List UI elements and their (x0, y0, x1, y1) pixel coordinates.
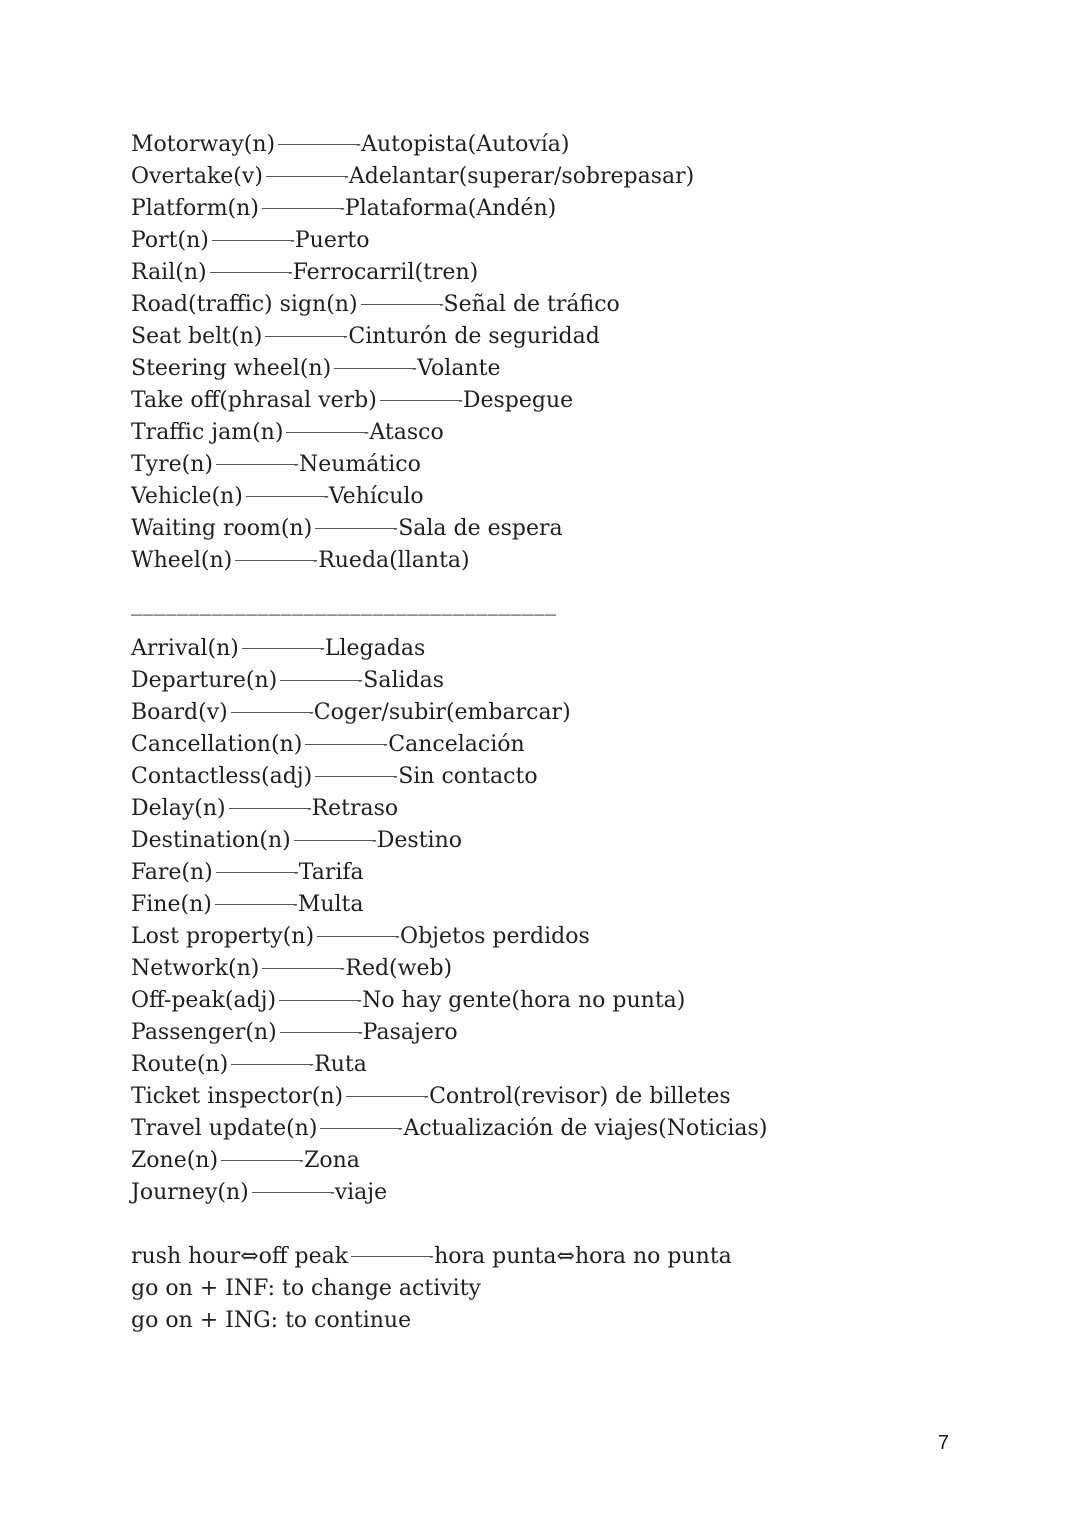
vocab-term: Destination(n) (131, 828, 291, 853)
vocab-definition: Coger/subir(embarcar) (313, 700, 571, 725)
vocab-term: Rail(n) (131, 260, 207, 285)
vocab-term: Seat belt(n) (131, 324, 263, 349)
arrow-icon (266, 175, 348, 177)
vocab-entry (131, 953, 767, 985)
vocab-definition: Multa (297, 892, 364, 917)
vocab-term: Take off(phrasal verb) (131, 388, 377, 413)
vocab-list-transport (131, 129, 694, 577)
vocab-definition: Vehículo (328, 484, 424, 509)
vocab-entry (131, 1017, 767, 1049)
vocab-term: Vehicle(n) (131, 484, 243, 509)
vocab-definition: Adelantar(superar/sobrepasar) (348, 164, 695, 189)
vocab-definition: Autopista(Autovía) (361, 132, 570, 157)
vocab-entry (131, 385, 694, 417)
vocab-entry (131, 321, 694, 353)
arrow-icon (265, 335, 347, 337)
vocab-entry (131, 889, 767, 921)
note-go-on-ing: go on + ING: to continue (131, 1308, 412, 1333)
arrow-icon (286, 431, 368, 433)
vocab-definition: Ruta (314, 1052, 367, 1077)
vocab-definition: Rueda(llanta) (318, 548, 470, 573)
vocab-definition: Pasajero (362, 1020, 458, 1045)
vocab-definition: Sala de espera (398, 516, 563, 541)
arrow-icon (221, 1159, 303, 1161)
vocab-list-travel (131, 633, 767, 1209)
vocab-definition: Salidas (363, 668, 445, 693)
vocab-term: Zone(n) (131, 1148, 219, 1173)
arrow-icon (246, 495, 328, 497)
vocab-definition: Puerto (294, 228, 370, 253)
vocab-term: Passenger(n) (131, 1020, 277, 1045)
vocab-term: Overtake(v) (131, 164, 263, 189)
page-number: 7 (937, 1432, 949, 1454)
arrow-icon (320, 1127, 402, 1129)
arrow-icon (315, 775, 397, 777)
vocab-definition: Control(revisor) de billetes (429, 1084, 731, 1109)
vocab-definition: Retraso (311, 796, 399, 821)
vocab-term: Wheel(n) (131, 548, 233, 573)
vocab-definition: Zona (304, 1148, 360, 1173)
vocab-term: Ticket inspector(n) (131, 1084, 344, 1109)
vocab-definition: Cinturón de seguridad (348, 324, 600, 349)
arrow-icon (242, 647, 324, 649)
vocab-entry (131, 857, 767, 889)
vocab-term: Cancellation(n) (131, 732, 303, 757)
arrow-icon (252, 1191, 334, 1193)
vocab-entry (131, 1113, 767, 1145)
vocab-entry (131, 921, 767, 953)
vocab-term: Arrival(n) (131, 636, 239, 661)
vocab-entry (131, 697, 767, 729)
arrow-icon (231, 1063, 313, 1065)
vocab-entry (131, 729, 767, 761)
vocab-entry (131, 545, 694, 577)
vocab-definition: Objetos perdidos (400, 924, 590, 949)
vocab-entry (131, 1081, 767, 1113)
vocab-entry (131, 1177, 767, 1209)
arrow-icon (305, 743, 387, 745)
note-rush-hour (131, 1241, 732, 1273)
note-definition: hora punta⇔hora no punta (434, 1244, 732, 1269)
vocab-entry (131, 633, 767, 665)
note-go-on-inf: go on + INF: to change activity (131, 1276, 481, 1301)
vocab-term: Road(traffic) sign(n) (131, 292, 358, 317)
vocab-entry (131, 289, 694, 321)
vocab-entry (131, 129, 694, 161)
vocab-term: Contactless(adj) (131, 764, 313, 789)
vocab-term: Board(v) (131, 700, 228, 725)
vocab-entry (131, 417, 694, 449)
vocab-definition: Llegadas (324, 636, 426, 661)
vocab-term: Delay(n) (131, 796, 226, 821)
vocab-term: Tyre(n) (131, 452, 213, 477)
vocab-term: Fine(n) (131, 892, 212, 917)
vocab-definition: Volante (417, 356, 501, 381)
vocab-definition: Sin contacto (398, 764, 538, 789)
vocab-term: Departure(n) (131, 668, 278, 693)
arrow-icon (229, 807, 311, 809)
notes-section (131, 1241, 732, 1337)
vocab-definition: No hay gente(hora no punta) (362, 988, 686, 1013)
vocab-entry (131, 761, 767, 793)
arrow-icon (351, 1255, 433, 1257)
arrow-icon (317, 935, 399, 937)
vocab-term: Fare(n) (131, 860, 213, 885)
vocab-definition: Despegue (462, 388, 574, 413)
vocab-definition: Destino (376, 828, 462, 853)
arrow-icon (210, 271, 292, 273)
vocab-term: Travel update(n) (131, 1116, 318, 1141)
arrow-icon (216, 871, 298, 873)
vocab-entry (131, 825, 767, 857)
vocab-entry (131, 513, 694, 545)
vocab-entry (131, 161, 694, 193)
vocab-definition: Plataforma(Andén) (344, 196, 557, 221)
arrow-icon (294, 839, 376, 841)
vocab-entry (131, 793, 767, 825)
note-term: rush hour⇔off peak (131, 1244, 349, 1269)
arrow-icon (278, 143, 360, 145)
vocab-term: Platform(n) (131, 196, 259, 221)
vocab-term: Motorway(n) (131, 132, 276, 157)
vocab-definition: viaje (334, 1180, 388, 1205)
vocab-definition: Señal de tráfico (443, 292, 620, 317)
vocab-term: Steering wheel(n) (131, 356, 332, 381)
arrow-icon (231, 711, 313, 713)
arrow-icon (346, 1095, 428, 1097)
arrow-icon (262, 967, 344, 969)
vocab-entry (131, 353, 694, 385)
vocab-term: Off-peak(adj) (131, 988, 277, 1013)
vocab-definition: Neumático (298, 452, 421, 477)
vocab-term: Network(n) (131, 956, 260, 981)
vocab-definition: Ferrocarril(tren) (292, 260, 479, 285)
vocab-term: Port(n) (131, 228, 209, 253)
arrow-icon (280, 679, 362, 681)
vocab-definition: Red(web) (345, 956, 453, 981)
vocab-entry (131, 1049, 767, 1081)
vocab-entry (131, 481, 694, 513)
arrow-icon (380, 399, 462, 401)
vocab-definition: Atasco (369, 420, 444, 445)
vocab-entry (131, 1145, 767, 1177)
arrow-icon (315, 527, 397, 529)
vocab-definition: Actualización de viajes(Noticias) (403, 1116, 768, 1141)
arrow-icon (279, 999, 361, 1001)
vocab-entry (131, 665, 767, 697)
arrow-icon (216, 463, 298, 465)
vocab-term: Journey(n) (131, 1180, 249, 1205)
arrow-icon (215, 903, 297, 905)
vocab-entry (131, 257, 694, 289)
vocab-entry (131, 225, 694, 257)
vocab-definition: Tarifa (298, 860, 364, 885)
vocab-term: Traffic jam(n) (131, 420, 284, 445)
vocab-entry (131, 193, 694, 225)
vocab-entry (131, 985, 767, 1017)
vocab-definition: Cancelación (388, 732, 525, 757)
vocab-term: Lost property(n) (131, 924, 315, 949)
arrow-icon (262, 207, 344, 209)
vocab-term: Waiting room(n) (131, 516, 313, 541)
arrow-icon (334, 367, 416, 369)
vocab-term: Route(n) (131, 1052, 229, 1077)
arrow-icon (280, 1031, 362, 1033)
vocab-entry (131, 449, 694, 481)
section-separator: _____________________________________ (131, 591, 557, 616)
arrow-icon (212, 239, 294, 241)
arrow-icon (361, 303, 443, 305)
arrow-icon (235, 559, 317, 561)
